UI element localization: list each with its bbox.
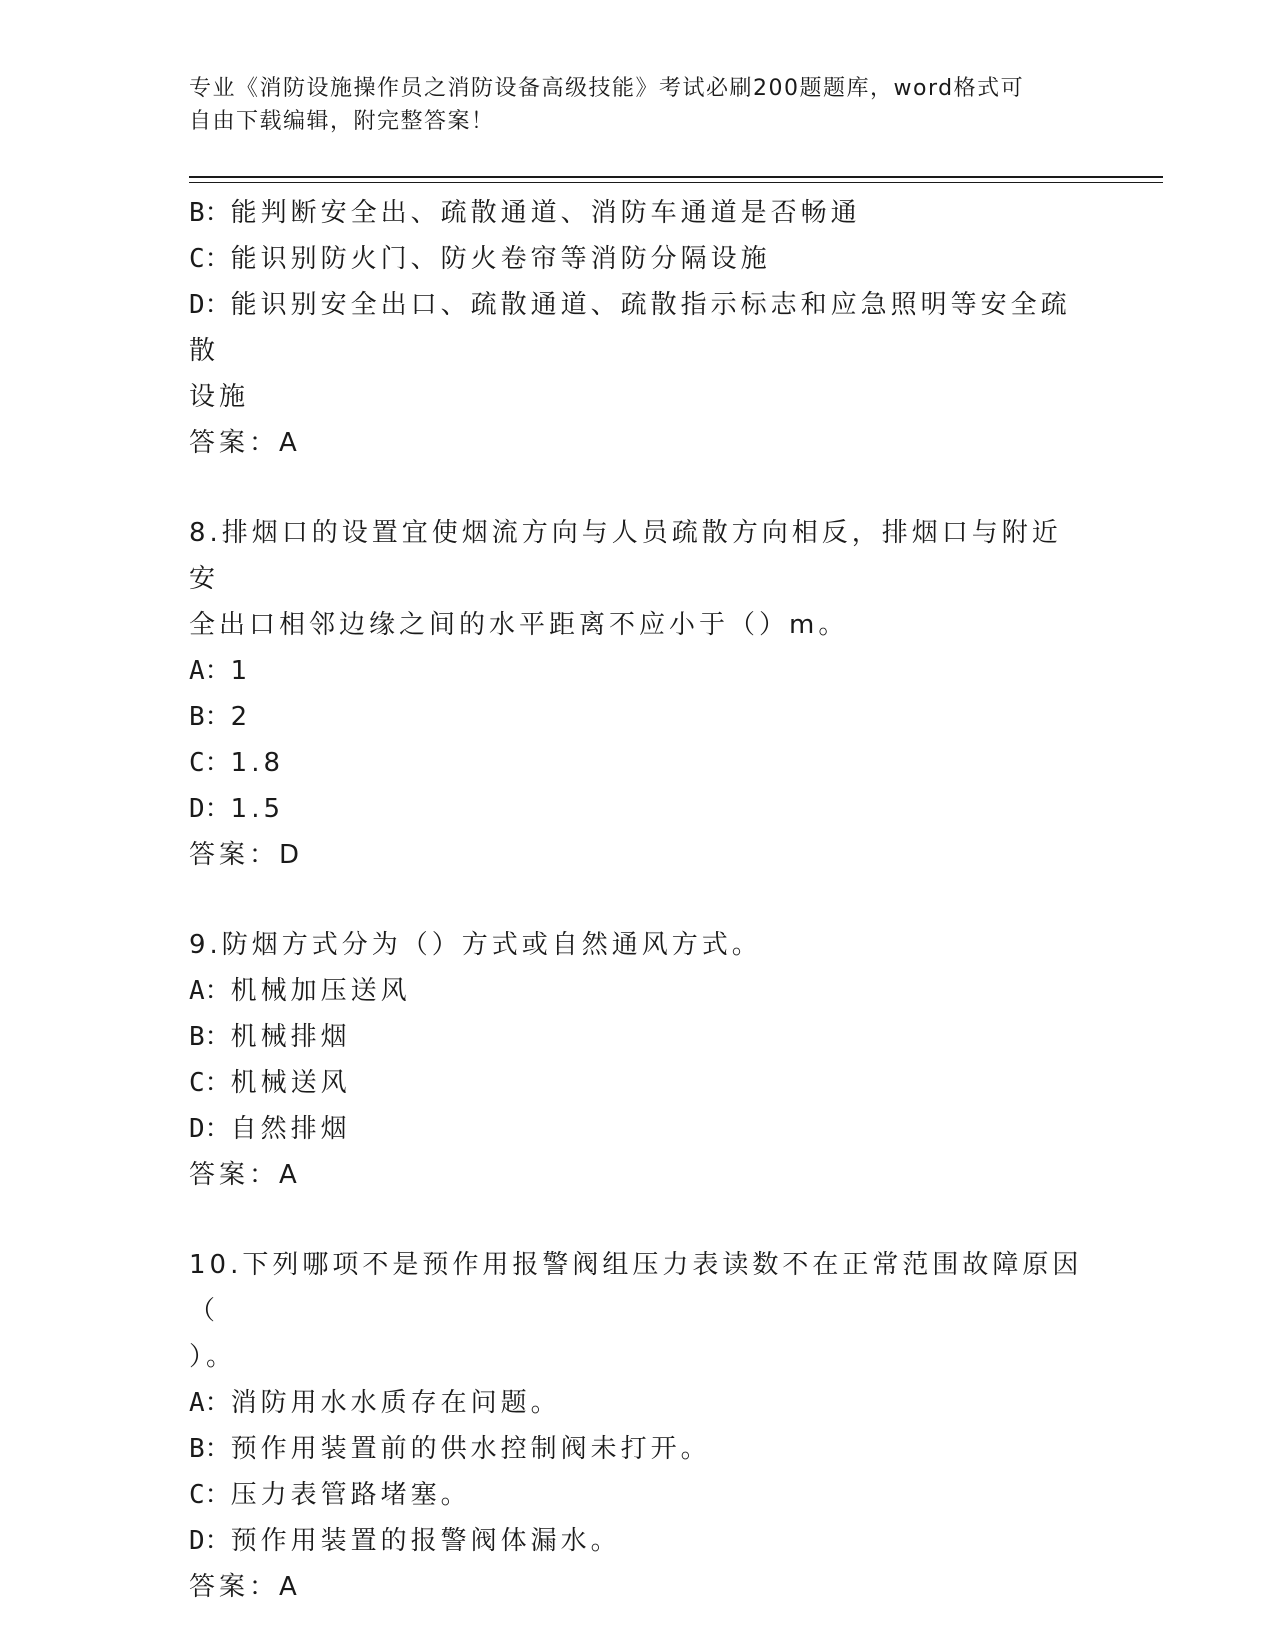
question-stem-continued: ）。 (189, 1342, 237, 1372)
option-d (189, 282, 1089, 374)
option-text: 消防用水水质存在问题。 (230, 1388, 561, 1418)
option-text: 预作用装置前的供水控制阀未打开。 (230, 1434, 711, 1464)
option-text: 设施 (189, 382, 250, 412)
option-text: 机械排烟 (230, 1022, 351, 1052)
option-text: 预作用装置的报警阀体漏水。 (230, 1526, 621, 1556)
option-a (189, 648, 1089, 694)
option-letter: B： (189, 1022, 231, 1052)
option-letter: B： (189, 198, 231, 228)
question-content (189, 190, 1089, 1610)
question-stem: 10.下列哪项不是预作用报警阀组压力表读数不在正常范围故障原因（ (189, 1250, 1083, 1326)
option-letter: C： (189, 1068, 231, 1098)
option-text: 自然排烟 (230, 1114, 351, 1144)
option-b (189, 694, 1089, 740)
option-letter: A： (189, 976, 231, 1006)
spacer (189, 466, 1089, 510)
option-letter: D： (189, 794, 231, 824)
option-text: 1.8 (230, 748, 285, 778)
option-b (189, 1426, 1089, 1472)
option-letter: C： (189, 1480, 231, 1510)
option-c (189, 740, 1089, 786)
option-text: 机械加压送风 (230, 976, 411, 1006)
option-b (189, 190, 1089, 236)
question-9 (189, 922, 1089, 1198)
option-letter: A： (189, 656, 231, 686)
option-letter: D： (189, 1114, 231, 1144)
option-text: 能判断安全出、疏散通道、消防车通道是否畅通 (230, 198, 861, 228)
option-letter: C： (189, 748, 231, 778)
spacer (189, 1198, 1089, 1242)
header-line-1: 专业《消防设施操作员之消防设备高级技能》考试必刷200题题库，word格式可 (189, 76, 1025, 101)
header-rule-thick (189, 176, 1163, 178)
option-text: 压力表管路堵塞。 (230, 1480, 471, 1510)
option-a (189, 1380, 1089, 1426)
option-text: 机械送风 (230, 1068, 351, 1098)
option-letter: D： (189, 290, 231, 320)
prev-question-block (189, 190, 1089, 466)
option-d (189, 1518, 1089, 1564)
option-b (189, 1014, 1089, 1060)
header-line-2: 自由下载编辑，附完整答案！ (189, 109, 495, 134)
option-text: 2 (230, 702, 252, 732)
header-rule-thin (189, 182, 1163, 183)
question-stem: 9.防烟方式分为（）方式或自然通风方式。 (189, 930, 762, 960)
option-text: 1.5 (230, 794, 285, 824)
option-c (189, 1472, 1089, 1518)
question-stem: 8.排烟口的设置宜使烟流方向与人员疏散方向相反，排烟口与附近安 (189, 518, 1062, 594)
option-a (189, 968, 1089, 1014)
option-text: 能识别安全出口、疏散通道、疏散指示标志和应急照明等安全疏散 (189, 290, 1071, 366)
option-d (189, 786, 1089, 832)
answer-line: 答案：A (189, 1572, 301, 1602)
option-d-continued (189, 374, 1089, 420)
option-text: 1 (230, 656, 252, 686)
option-letter: B： (189, 702, 231, 732)
question-stem-continued: 全出口相邻边缘之间的水平距离不应小于（）m。 (189, 610, 849, 640)
option-letter: D： (189, 1526, 231, 1556)
option-d (189, 1106, 1089, 1152)
option-text: 能识别防火门、防火卷帘等消防分隔设施 (230, 244, 771, 274)
answer-line: 答案：D (189, 840, 304, 870)
option-c (189, 1060, 1089, 1106)
page-header (189, 72, 1089, 138)
answer-line: 答案：A (189, 1160, 301, 1190)
question-10 (189, 1242, 1089, 1610)
option-letter: C： (189, 244, 231, 274)
option-letter: A： (189, 1388, 231, 1418)
option-letter: B： (189, 1434, 231, 1464)
answer-line: 答案：A (189, 428, 301, 458)
option-c (189, 236, 1089, 282)
question-8 (189, 510, 1089, 878)
spacer (189, 878, 1089, 922)
